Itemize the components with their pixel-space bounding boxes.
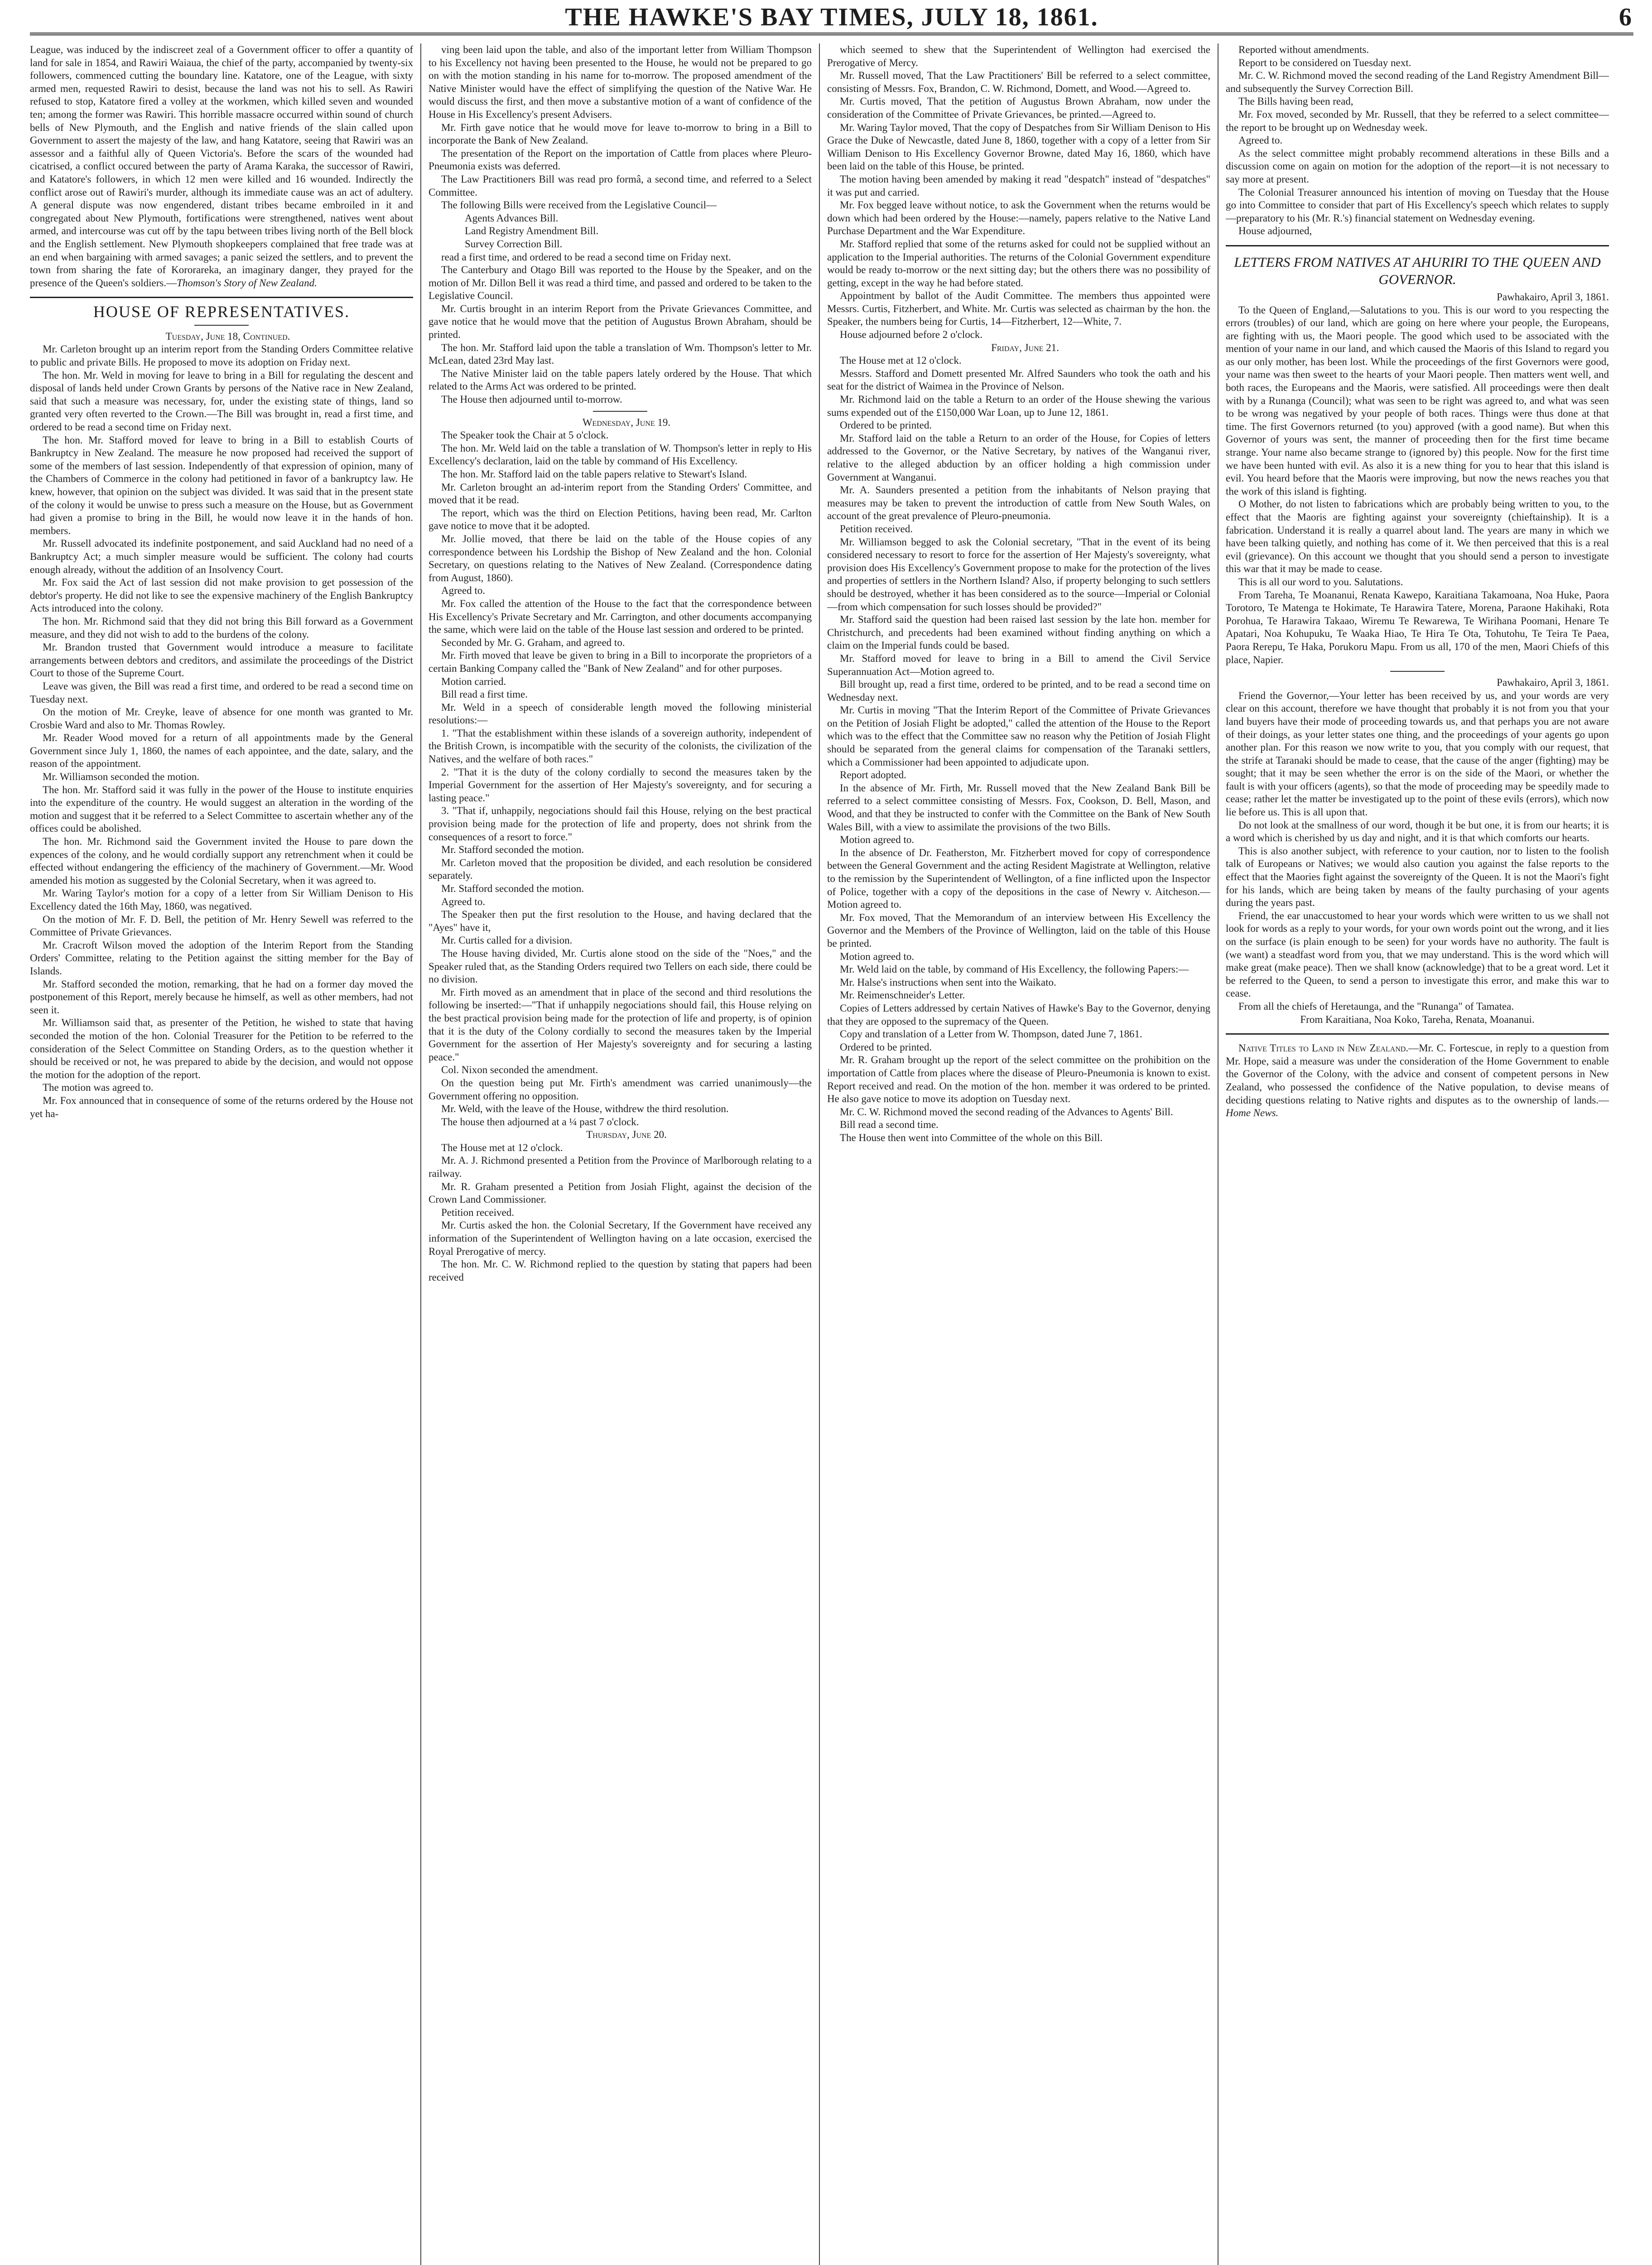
column-divider — [819, 43, 820, 2265]
paragraph: Mr. Halse's instructions when sent into the Waikato. — [840, 976, 1056, 988]
letter-to-queen — [1226, 304, 1609, 589]
short-rule — [1390, 671, 1445, 672]
proceedings — [30, 343, 413, 1120]
paragraph: The house then adjourned at a ¼ past 7 o'clock. — [441, 1116, 639, 1128]
paragraph: Mr. Fox moved, That the Memorandum of an interview between His Excellency the Governor and the Members of the Province of Wellington, laid on the table of this House be printed. — [827, 911, 1210, 949]
paragraph: Mr. Stafford replied that some of the returns asked for could not be supplied without an application to the Imperial authorities. The returns of the Colonial Government expenditure would be ready to-morrow or the next sitting day; but the others there was no possibility of getting, except in the way he had before stated. — [827, 238, 1210, 289]
proceedings — [827, 43, 1210, 342]
paragraph: To the Queen of England,—Salutations to you. This is our word to you respecting the errors (troubles) of our land, which are going on here where your people, the Europeans, are fighting with us, the Maori people. The good which used to be associated with the mention of your name in our land, and which caused the Maoris of this Island to regard you as our only mother, has been lost. While the proceedings of the first Governors were good, your name was then sweet to the hearts of your Maori people. Then matters went well, and both races, the Europeans and the Maoris, were satisfied. All proceedings were then dealt with by a Runanga (Council); what was seen to be right was agreed to, and what was seen to be wrong was negatived by your people of both races. Things were thus done at that time. The first Governors returned (to you) approved (with a good name). But when this Governor of yours was sent, the manner of proceeding then for the first time became strange. Your name also became strange to (ignored by) this people. Now for the first time we have been hunted with evil. As also it is a new thing for you to hear that this island is evil. You heard before that the Maoris were improving, but now the news reaches you that the work of this island is fighting. — [1226, 304, 1609, 497]
paragraph: Mr. Williamson said that, as presenter of the Petition, he wished to state that having seconded the motion of the hon. Colonial Treasurer for the Petition to be referred to the consideration of the Select Committee on Standing Orders, as to the question whether it should be received or not, he was prepared to abide by the decision, and would not oppose the motion for the adoption of the report. — [30, 1017, 413, 1080]
letter-signatories: From Karaitiana, Noa Koko, Tareha, Renata, Moananui. — [1300, 1013, 1535, 1025]
paragraph: The hon. Mr. Richmond said that they did not bring this Bill forward as a Government measure, and they did not wish to add to the burdens of the colony. — [30, 615, 413, 640]
news-item: Native Titles to Land in New Zealand.—Mr. C. Fortescue, in reply to a question from Mr. Hope, said a measure was under the consideration of the Home Government to enable the Governor of the Colony, with the advice and consent of competent persons in New Zealand, who possessed the confidence of the Native population, to devise means of deciding questions relating to Native rights and disputes as to the ownership of lands.—Home News. — [1226, 1042, 1609, 1119]
section-rule — [1226, 1033, 1609, 1035]
paragraph: Agents Advances Bill. — [465, 212, 559, 224]
paragraph: 1. "That the establishment within these islands of a sovereign authority, independent of the British Crown, is incompatible with the security of the colonists, the civilization of the Natives, and the welfare of both races." — [429, 727, 812, 765]
paragraph: Report adopted. — [840, 769, 906, 781]
date-heading: Friday, June 21. — [991, 342, 1059, 353]
paragraph: In the absence of Mr. Firth, Mr. Russell moved that the New Zealand Bank Bill be referred to a select committee consisting of Messrs. Fox, Cookson, D. Bell, Mason, and Wood, and that they be instructed to confer with the Committee on the Bank of New South Wales Bill, with a view to assimilate the provisions of the two Bills. — [827, 782, 1210, 833]
date-heading: Wednesday, June 19. — [582, 416, 671, 428]
letter-signatories: From Tareha, Te Moananui, Renata Kawepo, Karaitiana Takamoana, Noa Huke, Paora Torotoro, Te Matenga te Hokimate, Te Harawira Tatere, Morena, Paraone Hakihaki, Rota Porohua, Te Harawira Takaao, Wiremu Te Rewarewa, Te Wirihana Poomani, Henare Te Apatari, Noa Kohupuku, Te Waaka Hiao, Te Hira Te Ota, Tohutohu, Te Teira Te Paea, Paora Rerepu, Te Haka, Porukoru Mapu. From us all, 170 of the men, Maori Chiefs of this place, Napier. — [1226, 589, 1609, 665]
newspaper-title: THE HAWKE'S BAY TIMES, JULY 18, 1861. — [565, 3, 1098, 31]
paragraph: Mr. Jollie moved, that there be laid on the table of the House copies of any correspondence between his Lordship the Bishop of New Zealand and the hon. Colonial Secretary, on questions relating to the Natives of New Zealand. (Correspondence dating from August, 1860). — [429, 533, 812, 583]
paragraph: Mr. Fox said the Act of last session did not make provision to get possession of the debtor's property. He did not like to see the expensive machinery of the English Bankruptcy Acts introduced into the colony. — [30, 577, 413, 614]
date-heading: Tuesday, June 18, Continued. — [165, 330, 290, 342]
paragraph: Copy and translation of a Letter from W. Thompson, dated June 7, 1861. — [840, 1028, 1142, 1040]
paragraph: Mr. Weld, with the leave of the House, withdrew the third resolution. — [441, 1103, 729, 1115]
paragraph: The hon. Mr. Stafford said it was fully in the power of the House to institute enquiries into the expenditure of the country. He would suggest an alteration in the wording of the motion and suggest that it be referred to a Select Committee to ascertain whether any of the offices could be abolished. — [30, 784, 413, 834]
news-item-source: Home News. — [1226, 1107, 1279, 1119]
column-2 — [429, 43, 812, 2265]
paragraph: Copies of Letters addressed by certain Natives of Hawke's Bay to the Governor, denying that they are opposed to the supremacy of the Queen. — [827, 1002, 1210, 1027]
paragraph: The motion was agreed to. — [43, 1082, 154, 1094]
section-title: HOUSE OF REPRESENTATIVES. — [93, 303, 350, 321]
section-rule — [1226, 245, 1609, 246]
paragraph: Mr. Cracroft Wilson moved the adoption of the Interim Report from the Standing Orders' Committee, relating to the Petition against the sitting member for the Bay of Islands. — [30, 939, 413, 977]
paragraph: Mr. Waring Taylor moved, That the copy of Despatches from Sir William Denison to His Grace the Duke of Newcastle, dated June 8, 1860, together with a copy of a letter from Sir William Denison to His Excellency Governor Browne, dated May 16, 1860, which have been laid on the table of this House, be printed. — [827, 121, 1210, 172]
paragraph: The House then went into Committee of the whole on this Bill. — [840, 1132, 1103, 1143]
column-4 — [1226, 43, 1609, 2265]
paragraph: The House met at 12 o'clock. — [840, 355, 962, 366]
paragraph: The hon. Mr. Stafford moved for leave to bring in a Bill to establish Courts of Bankruptcy in New Zealand. The measure he now proposed had received the support of some of the members of last session. Independently of that expression of opinion, many of the Chambers of Commerce in the colony had petitioned in favor of a bankruptcy law. He knew, however, that opinion on the subject was divided. It was said that in the present state of the colony it would be unwise to press such a measure on the House, but as Government had given a promise to bring in the Bill, he would now leave it in the hands of hon. members. — [30, 434, 413, 536]
paragraph: Petition received. — [441, 1206, 514, 1218]
paragraph: Survey Correction Bill. — [465, 238, 563, 250]
letters-title: LETTERS FROM NATIVES AT AHURIRI TO THE QUEEN AND GOVERNOR. — [1234, 254, 1601, 287]
paragraph: Mr. Stafford seconded the motion. — [441, 844, 584, 856]
article-paragraph: League, was induced by the indiscreet zeal of a Government officer to offer a quantity of land for sale in 1854, and Rawiri Waiaua, the chief of the party, accompanied by twenty-six followers, commenced cutting the boundary line. Katatore, one of the League, with sixty armed men, requested Rawiri to desist, because the land was not his to sell. As Rawiri refused to stop, Katatore fired a volley at the workmen, which killed seven and wounded ten; among the former was Rawiri. This horrible massacre occurred within sound of church bells of New Plymouth, and the English and native friends of the slain called upon Government to assert the majesty of the law, and hang Katatore, seeing that Rawiri was an assessor and a faithful ally of Queen Victoria's. Before the scars of the wounded had cicatrised, a conflict occured between the party of Arama Karaka, the successor of Rawiri, and Katatore's followers, in which 12 men were killed and 16 wounded. Indirectly the conflict arose out of Rawiri's murder, although its immediate cause was an act of adultery. A general dispute was now engendered, distant tribes became embroiled in it and congregated about New Plymouth, fortifications were strengthened, natives went about armed, and intercourse was cut off by the tapu between tribes living north of the Bell block and the English settlement. New Plymouth shopkeepers complained that free trade was at an end when bargaining with armed savages; a panic seized the settlers, and to prevent the town from sharing the fate of Kororareka, an imaginary danger, they prayed for the presence of the Queen's soldiers.—Thomson's Story of New Zealand. — [30, 44, 413, 289]
paragraph: Mr. Firth gave notice that he would move for leave to-morrow to bring in a Bill to incorporate the Bank of New Zealand. — [429, 121, 812, 146]
paragraph: Mr. Fox called the attention of the House to the fact that the correspondence between His Excellency's Private Secretary and Mr. Carrington, and other documents accompanying the same, which were laid on the table of the House last session and ordered to be printed. — [429, 598, 812, 636]
paragraph: Mr. Stafford laid on the table a Return to an order of the House, for Copies of letters addressed to the Governor, or the Native Secretary, by natives of the Wanganui river, relative to the alleged abduction by an officer holding a high commission under Government at Wanganui. — [827, 432, 1210, 483]
paragraph: Report to be considered on Tuesday next. — [1238, 57, 1411, 68]
paragraph: The following Bills were received from the Legislative Council— — [441, 199, 717, 211]
paragraph: Friend, the ear unaccustomed to hear your words which were written to us we shall not look for words as a reply to your words, for your own words point out the wrong, and it lies on the surface (is plain enough to be seen) for your words have no authority. The fault is (we want) a steadfast word from you, that we may understand. This is the word which will make great (make peace). Then we shall know (acknowledge) that to be a great word. Let it be referred to the Queen, to send a person to investigate this error, and make this war to cease. — [1226, 910, 1609, 999]
paragraph: House adjourned, — [1238, 225, 1312, 237]
paragraph: Mr. R. Graham presented a Petition from Josiah Flight, against the decision of the Crown Land Commissioner. — [429, 1181, 812, 1205]
paragraph: Land Registry Amendment Bill. — [465, 225, 599, 237]
column-1 — [30, 43, 413, 2265]
paragraph: Mr. Curtis in moving "That the Interim Report of the Committee of Private Grievances on the Petition of Josiah Flight be adopted," called the attention of the House to the Report which was to the effect that the Committee saw no reason why the Petition of Josiah Flight should be separated from the general claims for compensation of the Taranaki settlers, which a Commissioner had been appointed to adjudicate upon. — [827, 704, 1210, 768]
paragraph: read a first time, and ordered to be read a second time on Friday next. — [441, 251, 731, 263]
paragraph: The Colonial Treasurer announced his intention of moving on Tuesday that the House go into Committee to consider that part of His Excellency's speech which relates to supply—preparatory to his (Mr. R.'s) financial statement on Wednesday evening. — [1226, 186, 1609, 224]
paragraph: Mr. Carleton moved that the proposition be divided, and each resolution be considered separately. — [429, 857, 812, 882]
paragraph: Motion agreed to. — [840, 834, 915, 846]
paragraph: The Canterbury and Otago Bill was reported to the House by the Speaker, and on the motion of Mr. Dillon Bell it was read a third time, and passed and ordered to be taken to the Legislative Council. — [429, 264, 812, 302]
paragraph: Mr. Stafford moved for leave to bring in a Bill to amend the Civil Service Superannuation Act—Motion agreed to. — [827, 652, 1210, 677]
paragraph: Mr. Reader Wood moved for a return of all appointments made by the General Government since July 1, 1860, the names of each appointee, and the date, salary, and the reason of the appointment. — [30, 732, 413, 770]
paragraph: Mr. Weld laid on the table, by command of His Excellency, the following Papers:— — [840, 964, 1189, 975]
paragraph: This is all our word to you. Salutations. — [1238, 576, 1403, 588]
paragraph: Appointment by ballot of the Audit Committee. The members thus appointed were Messrs. Curtis, Fitzherbert, and White. Mr. Curtis was selected as chairman by the hon. the Speaker, the numbers being for Curtis, 14—Fitzherbert, 12—White, 7. — [827, 290, 1210, 328]
paragraph: Mr. Fox begged leave without notice, to ask the Government when the returns would be down which had been ordered by the House:—namely, papers relative to the Native Land Purchase Department and the War Expenditure. — [827, 199, 1210, 237]
paragraph: 2. "That it is the duty of the colony cordially to second the measures taken by the Imperial Government for the assertion of Her Majesty's sovereignty, and for securing a lasting peace." — [429, 766, 812, 804]
paragraph: The Native Minister laid on the table papers lately ordered by the House. That which related to the Arms Act was ordered to be printed. — [429, 367, 812, 392]
section-rule — [30, 297, 413, 298]
paragraph: Mr. Curtis asked the hon. the Colonial Secretary, If the Government have received any information of the Superintendent of Wellington having on a late occasion, exercised the Royal Prerogative of mercy. — [429, 1219, 812, 1257]
paragraph: Ordered to be printed. — [840, 419, 932, 431]
date-heading: Thursday, June 20. — [586, 1129, 667, 1141]
paragraph: Mr. Curtis moved, That the petition of Augustus Brown Abraham, now under the consideration of the Committee of Private Grievances, be printed.—Agreed to. — [827, 96, 1210, 120]
column-3 — [827, 43, 1210, 2265]
paragraph: House adjourned before 2 o'clock. — [840, 329, 983, 341]
paragraph: Do not look at the smallness of our word, though it be but one, it is from our hearts; it is a word which is cherished by us day and night, and it is that which comforts our hearts. — [1226, 819, 1609, 844]
paragraph: Mr. Richmond laid on the table a Return to an order of the House shewing the various sums expended out of the £150,000 War Loan, up to June 12, 1861. — [827, 394, 1210, 418]
paragraph: On the motion of Mr. Creyke, leave of absence for one month was granted to Mr. Crosbie Ward and also to Mr. Thomas Rowley. — [30, 706, 413, 731]
paragraph: Mr. Williamson seconded the motion. — [43, 771, 200, 783]
paragraph: Ordered to be printed. — [840, 1041, 932, 1053]
paragraph: The House met at 12 o'clock. — [441, 1142, 563, 1153]
proceedings — [429, 251, 812, 406]
paragraph: Bill brought up, read a first time, ordered to be printed, and to be read a second time on Wednesday next. — [827, 679, 1210, 703]
paragraph: As the select committee might probably recommend alterations in these Bills and a discussion come on again on motion for the adoption of the report—it is not necessary to say more at present. — [1226, 147, 1609, 185]
paragraph: Agreed to. — [1238, 135, 1283, 146]
paragraph: Friend the Governor,—Your letter has been received by us, and your words are very clear on this account, therefore we have thought that probably it is not from you that your land buyers have their mode of proceeding towards us, and that perhaps you are not aware of their doings, as your letter states one thing, and the proceedings of your agents go upon another plan. For this reason we now write to you, that you comply with our request, that the strife at Taranaki should be made to cease, that the cause of the anger (fighting) may be sought; that it may be seen whether the error is on the side of the Maori, or whether the fault is with your officers (agents), so that the mode of proceeding may be speedily made to cease; rather let the matter be investigated up to the point of these evils (errors), which now lie before us. This is all upon that. — [1226, 689, 1609, 818]
paragraph: Mr. Carleton brought an ad-interim report from the Standing Orders' Committee, and moved that it be read. — [429, 481, 812, 506]
proceedings — [429, 1142, 812, 1284]
page-number: 6 — [1619, 3, 1632, 31]
paragraph: The House then adjourned until to-morrow. — [441, 394, 622, 405]
paragraph: Mr. Waring Taylor's motion for a copy of a letter from Sir William Denison to His Excellency dated the 16th May, 1860, was negatived. — [30, 887, 413, 912]
paragraph: This is also another subject, with reference to your caution, nor to listen to the foolish talk of Europeans or Natives; we would also caution you against the false reports to the effect that the Maories fight against the sovereignty of the Queen. It is not the Maori's fight for his lands, which are being taken by means of the faulty purchasing of your agents during the years past. — [1226, 845, 1609, 909]
paragraph: Messrs. Stafford and Domett presented Mr. Alfred Saunders who took the oath and his seat for the district of Waimea in the Province of Nelson. — [827, 367, 1210, 392]
proceedings — [429, 429, 812, 1128]
paragraph: Mr. C. W. Richmond moved the second reading of the Advances to Agents' Bill. — [840, 1106, 1173, 1118]
paragraph: Mr. Williamson begged to ask the Colonial secretary, "That in the event of its being considered necessary to resort to force for the assertion of Her Majesty's sovereignty, what provision does His Excellency's Government propose to make for the protection of the lives and properties of settlers in the Northern Island? Also, if property belonging to such settlers should be destroyed, whether it has been considered as to the source—Imperial or Colonial—from which compensation for such losses should be provided?" — [827, 536, 1210, 612]
news-item-heading: Native Titles to Land in New Zealand. — [1238, 1042, 1409, 1054]
bill-list — [429, 212, 812, 251]
proceedings — [1226, 43, 1609, 238]
paragraph: Motion agreed to. — [840, 950, 915, 962]
paragraph: The report, which was the third on Election Petitions, having been read, Mr. Carlton gave notice to move that it be adopted. — [429, 507, 812, 532]
paragraph: The Bills having been read, — [1238, 96, 1353, 107]
paragraph: Mr. Stafford seconded the motion, remarking, that he had on a former day moved the postponement of this Report, merely because he himself, as well as other members, had not seen it. — [30, 978, 413, 1016]
paragraph: The presentation of the Report on the importation of Cattle from places where Pleuro-Pneumonia exists was deferred. — [429, 147, 812, 172]
paragraph: Col. Nixon seconded the amendment. — [441, 1064, 598, 1076]
paragraph: Motion carried. — [441, 675, 506, 687]
short-rule — [194, 325, 249, 326]
paragraph: The Speaker then put the first resolution to the House, and having declared that the "Ayes" have it, — [429, 909, 812, 933]
paragraph: From all the chiefs of Heretaunga, and the "Runanga" of Tamatea. — [1238, 1000, 1514, 1012]
paragraph: O Mother, do not listen to fabrications which are probably being written to you, to the effect that the Maoris are fighting against your sovereignty (chieftainship). It is a fabrication. Understand it is really a quarrel about land. The years are many in which we have been talking quietly, and nothing has come of it. We then perceived that this is a real evil (grievance). On this account we thought that you should send a person to investigate this war that it may be made to cease. — [1226, 498, 1609, 575]
paragraph: On the motion of Mr. F. D. Bell, the petition of Mr. Henry Sewell was referred to the Committee of Private Grievances. — [30, 913, 413, 938]
paragraph: In the absence of Dr. Featherston, Mr. Fitzherbert moved for copy of correspondence between the General Government and the acting Resident Magistrate at Wellington, relative to the remission by the Superintendent of Wellington, of a fine inflicted upon the Inspector of Police, together with a copy of the depositions in the case of Newry v. Aitcheson.—Motion agreed to. — [827, 847, 1210, 911]
article-citation: Thomson's Story of New Zealand. — [177, 277, 317, 289]
paragraph: 3. "That if, unhappily, negociations should fail this House, relying on the best practical provision being made for the protection of life and property, does not shrink from the consequences of a resort to force." — [429, 805, 812, 843]
dateline: Pawhakairo, April 3, 1861. — [1497, 677, 1609, 689]
dateline: Pawhakairo, April 3, 1861. — [1497, 291, 1609, 303]
paragraph: which seemed to shew that the Superintendent of Wellington had exercised the Prerogative of Mercy. — [827, 44, 1210, 68]
paragraph: Agreed to. — [441, 896, 486, 907]
masthead — [30, 4, 1633, 31]
paragraph: Seconded by Mr. G. Graham, and agreed to. — [441, 636, 625, 648]
paragraph: Mr. Reimenschneider's Letter. — [840, 989, 965, 1001]
paragraph: Mr. Curtis called for a division. — [441, 935, 573, 946]
paragraph: Mr. Stafford said the question had been raised last session by the late hon. member for Christchurch, and precedents had been examined without finding anything on which a claim on the Imperial funds could be based. — [827, 614, 1210, 651]
paragraph: The hon. Mr. Richmond said the Government invited the House to pare down the expences of the colony, and he would cordially support any retrenchment when it could be effected without endangering the efficiency of the machinery of Government.—Mr. Wood amended his motion as suggested by the Colonial Secretary, when it was agreed to. — [30, 836, 413, 886]
paragraph: The Law Practitioners Bill was read pro formâ, a second time, and referred to a Select Committee. — [429, 173, 812, 198]
letter-to-governor — [1226, 689, 1609, 1013]
paragraph: The hon. Mr. Stafford laid upon the table a translation of Wm. Thompson's letter to Mr. McLean, dated 23rd May last. — [429, 342, 812, 366]
paragraph: Mr. Brandon trusted that Government would introduce a measure to facilitate arrangements between debtors and creditors, and assimilate the proceedings of the District Court to those of the Supreme Court. — [30, 641, 413, 679]
paragraph: The motion having been amended by making it read "despatch" instead of "despatches" it was put and carried. — [827, 173, 1210, 198]
paragraph: Mr. Firth moved that leave be given to bring in a Bill to incorporate the proprietors of a certain Banking Company called the "Bank of New Zealand" and for other purposes. — [429, 650, 812, 674]
paragraph: The House having divided, Mr. Curtis alone stood on the side of the "Noes," and the Speaker ruled that, as the Standing Orders required two Tellers on each side, there could be no division. — [429, 947, 812, 985]
paragraph: Bill read a first time. — [441, 689, 528, 700]
paragraph: The hon. Mr. C. W. Richmond replied to the question by stating that papers had been received — [429, 1258, 812, 1283]
paragraph: Agreed to. — [441, 585, 486, 597]
paragraph: Mr. C. W. Richmond moved the second reading of the Land Registry Amendment Bill—and subsequently the Survey Correction Bill. — [1226, 70, 1609, 94]
paragraph: The hon. Mr. Stafford laid on the table papers relative to Stewart's Island. — [441, 468, 747, 480]
column-divider — [1218, 43, 1219, 2265]
paragraph: The hon. Mr. Weld laid on the table a translation of W. Thompson's letter in reply to His Excellency's declaration, laid on the table by command of His Excellency. — [429, 442, 812, 467]
paragraph: Leave was given, the Bill was read a first time, and ordered to be read a second time on Tuesday next. — [30, 680, 413, 705]
proceedings — [827, 354, 1210, 1144]
paragraph: Mr. Stafford seconded the motion. — [441, 883, 584, 894]
paragraph: On the question being put Mr. Firth's amendment was carried unanimously—the Government offering no opposition. — [429, 1077, 812, 1102]
paragraph: Mr. Weld in a speech of considerable length moved the following ministerial resolutions:— — [429, 701, 812, 726]
paragraph: Mr. Firth moved as an amendment that in place of the second and third resolutions the following be inserted:—"That if unhappily negociations should fail, this House relying on the best practical provision being made for the protection of life and property, is of opinion that it is the duty of the Colony cordially to second the measures taken by the Imperial Government for the assertion of Her Majesty's sovereignty and for securing a lasting peace." — [429, 986, 812, 1063]
paragraph: Mr. Russell advocated its indefinite postponement, and said Auckland had no need of a Bankruptcy Act; a much simpler measure would be sufficient. The colony had courts enough already, without the addition of an Insolvency Court. — [30, 538, 413, 575]
short-rule — [593, 411, 647, 412]
paragraph: The Speaker took the Chair at 5 o'clock. — [441, 429, 609, 441]
paragraph: Mr. Fox announced that in consequence of some of the returns ordered by the House not yet ha- — [30, 1094, 413, 1119]
paragraph: ving been laid upon the table, and also of the important letter from William Thompson to his Excellency not having been presented to the House, he would not be prepared to go on with the motion standing in his name for to-morrow. The proposed amendment of the Native Minister would have the effect of simplifying the question of the Native War. He would discuss the first, and then move a substantive motion of a want of confidence of the House in His Excellency's present Advisers. — [429, 44, 812, 120]
paragraph: Mr. Fox moved, seconded by Mr. Russell, that they be referred to a select committee—the report to be brought up on Wednesday week. — [1226, 108, 1609, 133]
paragraph: The hon. Mr. Weld in moving for leave to bring in a Bill for regulating the descent and disposal of lands held under Crown Grants by persons of the Native race in New Zealand, said that such a measure was necessary, for, under the existing state of things, land so granted very often reverted to the Crown.—The Bill was brought in, read a first time, and ordered to be read a second time on Friday next. — [30, 369, 413, 433]
paragraph: Reported without amendments. — [1238, 44, 1369, 55]
masthead-rule — [30, 33, 1633, 35]
paragraph: Mr. Curtis brought in an interim Report from the Private Grievances Committee, and gave notice that he would move that the petition of Augustus Brown Abraham, should be printed. — [429, 303, 812, 341]
paragraph: Mr. A. J. Richmond presented a Petition from the Province of Marlborough relating to a railway. — [429, 1155, 812, 1180]
paragraph: Bill read a second time. — [840, 1119, 939, 1131]
paragraph: Mr. A. Saunders presented a petition from the inhabitants of Nelson praying that measures may be taken to prevent the introduction of cattle from New South Wales, on account of the great prevalence of Pleuro-pneumonia. — [827, 484, 1210, 522]
paragraph: Petition received. — [840, 523, 913, 535]
column-divider — [420, 43, 421, 2265]
paragraph: Mr. Carleton brought up an interim report from the Standing Orders Committee relative to public and private Bills. He proposed to move its adoption on Friday next. — [30, 343, 413, 368]
paragraph: Mr. R. Graham brought up the report of the select committee on the prohibition on the importation of Cattle from places where the disease of Pleuro-Pneumonia is known to exist. Report received and read. On the motion of the hon. member it was ordered to be printed. He also gave notice to move its adoption on Tuesday next. — [827, 1054, 1210, 1105]
paragraph: Mr. Russell moved, That the Law Practitioners' Bill be referred to a select committee, consisting of Messrs. Fox, Brandon, C. W. Richmond, Domett, and Wood.—Agreed to. — [827, 70, 1210, 94]
proceedings — [429, 43, 812, 212]
